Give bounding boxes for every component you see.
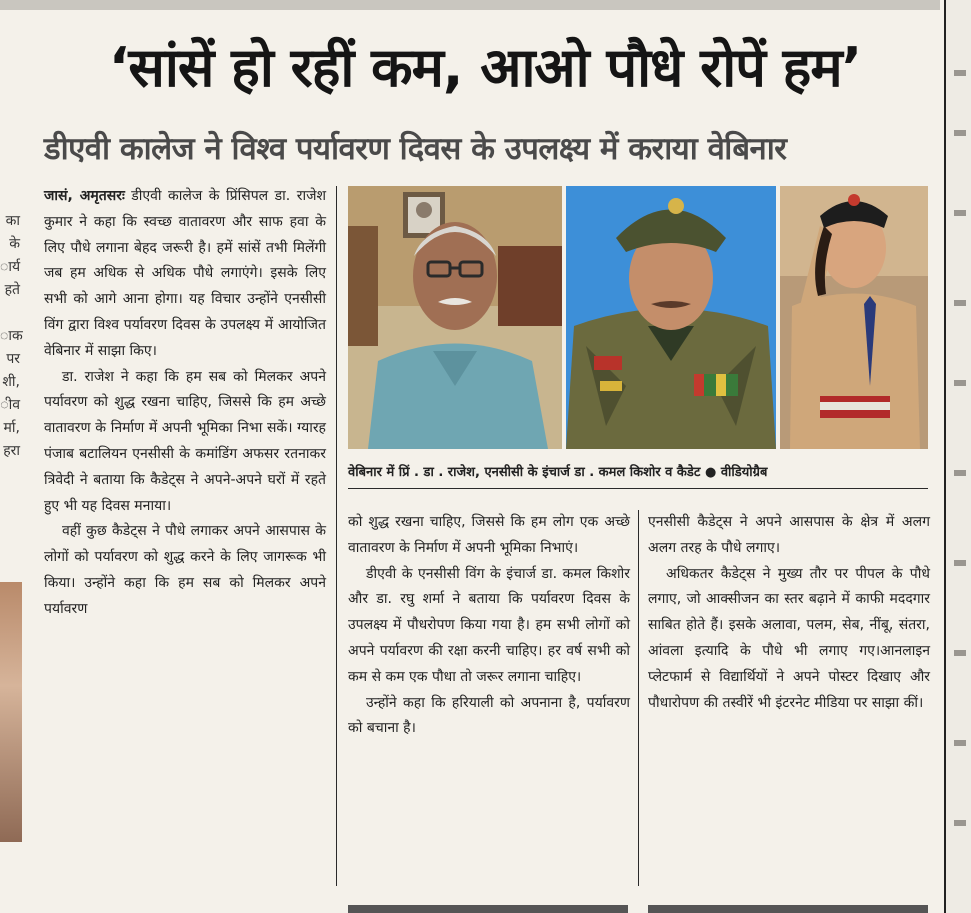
paragraph: उन्होंने कहा कि हरियाली को अपनाना है, पर्यावरण को बचाना है। [348,694,630,737]
fragment-line: पर [6,351,20,367]
bottom-edge-strip [348,905,628,913]
subheadline: डीएवी कालेज ने विश्व पर्यावरण दिवस के उपलक्ष्य में कराया वेबिनार [44,131,787,167]
bottom-edge-strip [648,905,928,913]
cadet-portrait-image [780,186,928,449]
photo-ncc-officer [566,186,776,449]
column-divider [336,186,337,886]
photo-principal [348,186,562,449]
fragment-line: ार्य [0,259,21,275]
paragraph: एनसीसी कैडेट्स ने अपने आसपास के क्षेत्र में अलग अलग तरह के पौधे लगाए। [648,514,930,556]
paragraph: को शुद्ध रखना चाहिए, जिससे कि हम लोग एक अच्छे वातावरण के निर्माण में अपनी भूमिका निभाएं। [348,514,630,556]
paragraph: डीएवी कालेज के प्रिंसिपल डा. राजेश कुमार ने कहा कि स्वच्छ वातावरण और साफ हवा के लिए पौधे लगाना बेहद जरूरी है। हमें सांसें तभी मिलेंगी जब हम अधिक से अधिक पौधे लगाएंगे। इसके लिए सभी को आगे आना होगा। यह विचार उन्होंने एनसीसी विंग द्वारा विश्व पर्यावरण दिवस के उपलक्ष्य में आयोजित वेबिनार में साझा किए। [44,188,326,359]
caption-rule [348,488,928,489]
officer-portrait-image [566,186,776,449]
fragment-line: का [5,213,20,229]
photo-cadet [780,186,928,449]
principal-portrait-image [348,186,562,449]
right-margin-strip [944,0,971,913]
paragraph: डा. राजेश ने कहा कि हम सब को मिलकर अपने पर्यावरण को शुद्ध रखना चाहिए, जिससे कि हम अच्छे वातावरण के निर्माण में अपनी भूमिका निभा सकें। ग्यारह पंजाब बटालियन एनसीसी के कमांडिंग अफसर रतनाकर त्रिवेदी ने बताया कि कैडेट्स ने अपने-अपने घरों में रहते हुए भी यह दिवस मनाया। [44,368,326,514]
photo-caption: वेबिनार में प्रिं . डा . राजेश, एनसीसी के इंचार्ज डा . कमल किशोर व कैडेट ● वीडियोग्रैब [348,465,768,480]
article-column-2 [348,510,630,742]
top-border-strip [0,0,940,10]
fragment-line: शी, [2,374,20,390]
fragment-line: हरा [3,443,20,459]
fragment-line: ाक [0,328,23,344]
paragraph: वहीं कुछ कैडेट्स ने पौधे लगाकर अपने आसपास के लोगों को पर्यावरण को शुद्ध करने के लिए जागरूक भी किया। उन्होंने कहा कि हम सब को मिलकर अपने पर्यावरण [44,523,326,617]
adjacent-photo-fragment [0,582,22,842]
headline: ‘सांसें हो रहीं कम, आओ पौधे रोपें हम’ [108,36,862,99]
fragment-line [0,302,20,325]
fragment-line: र्मा, [3,420,20,436]
fragment-line: के [9,236,20,252]
fragment-line: हते [4,282,20,298]
paragraph: अधिकतर कैडेट्स ने मुख्य तौर पर पीपल के पौधे लगाए, जो आक्सीजन का स्तर बढ़ाने में काफी मददगार साबित होते हैं। इसके अलावा, पलम, सेब, नींबू, संतरा, आंवला इत्यादि के पौधे भी लगाए गए।आनलाइन प्लेटफार्म से विद्यार्थियों ने अपने पोस्टर दिखाए और पौधारोपण की तस्वीरें भी इंटरनेट मीडिया पर साझा कीं। [648,565,930,711]
article-column-3 [648,510,930,716]
paragraph: डीएवी के एनसीसी विंग के इंचार्ज डा. कमल किशोर और डा. रघु शर्मा ने बताया कि पर्यावरण दिवस के उपलक्ष्य में पौधरोपण किया गया है। हम सभी लोगों को अपने पर्यावरण की रक्षा करनी चाहिए। हर वर्ष सभी को कम से कम एक पौधा तो जरूर लगाना चाहिए। [348,565,630,685]
dateline: जासं, अमृतसरः [44,188,125,204]
column-divider [638,510,639,886]
article-column-1 [44,184,326,623]
fragment-line: ीव [0,397,20,413]
